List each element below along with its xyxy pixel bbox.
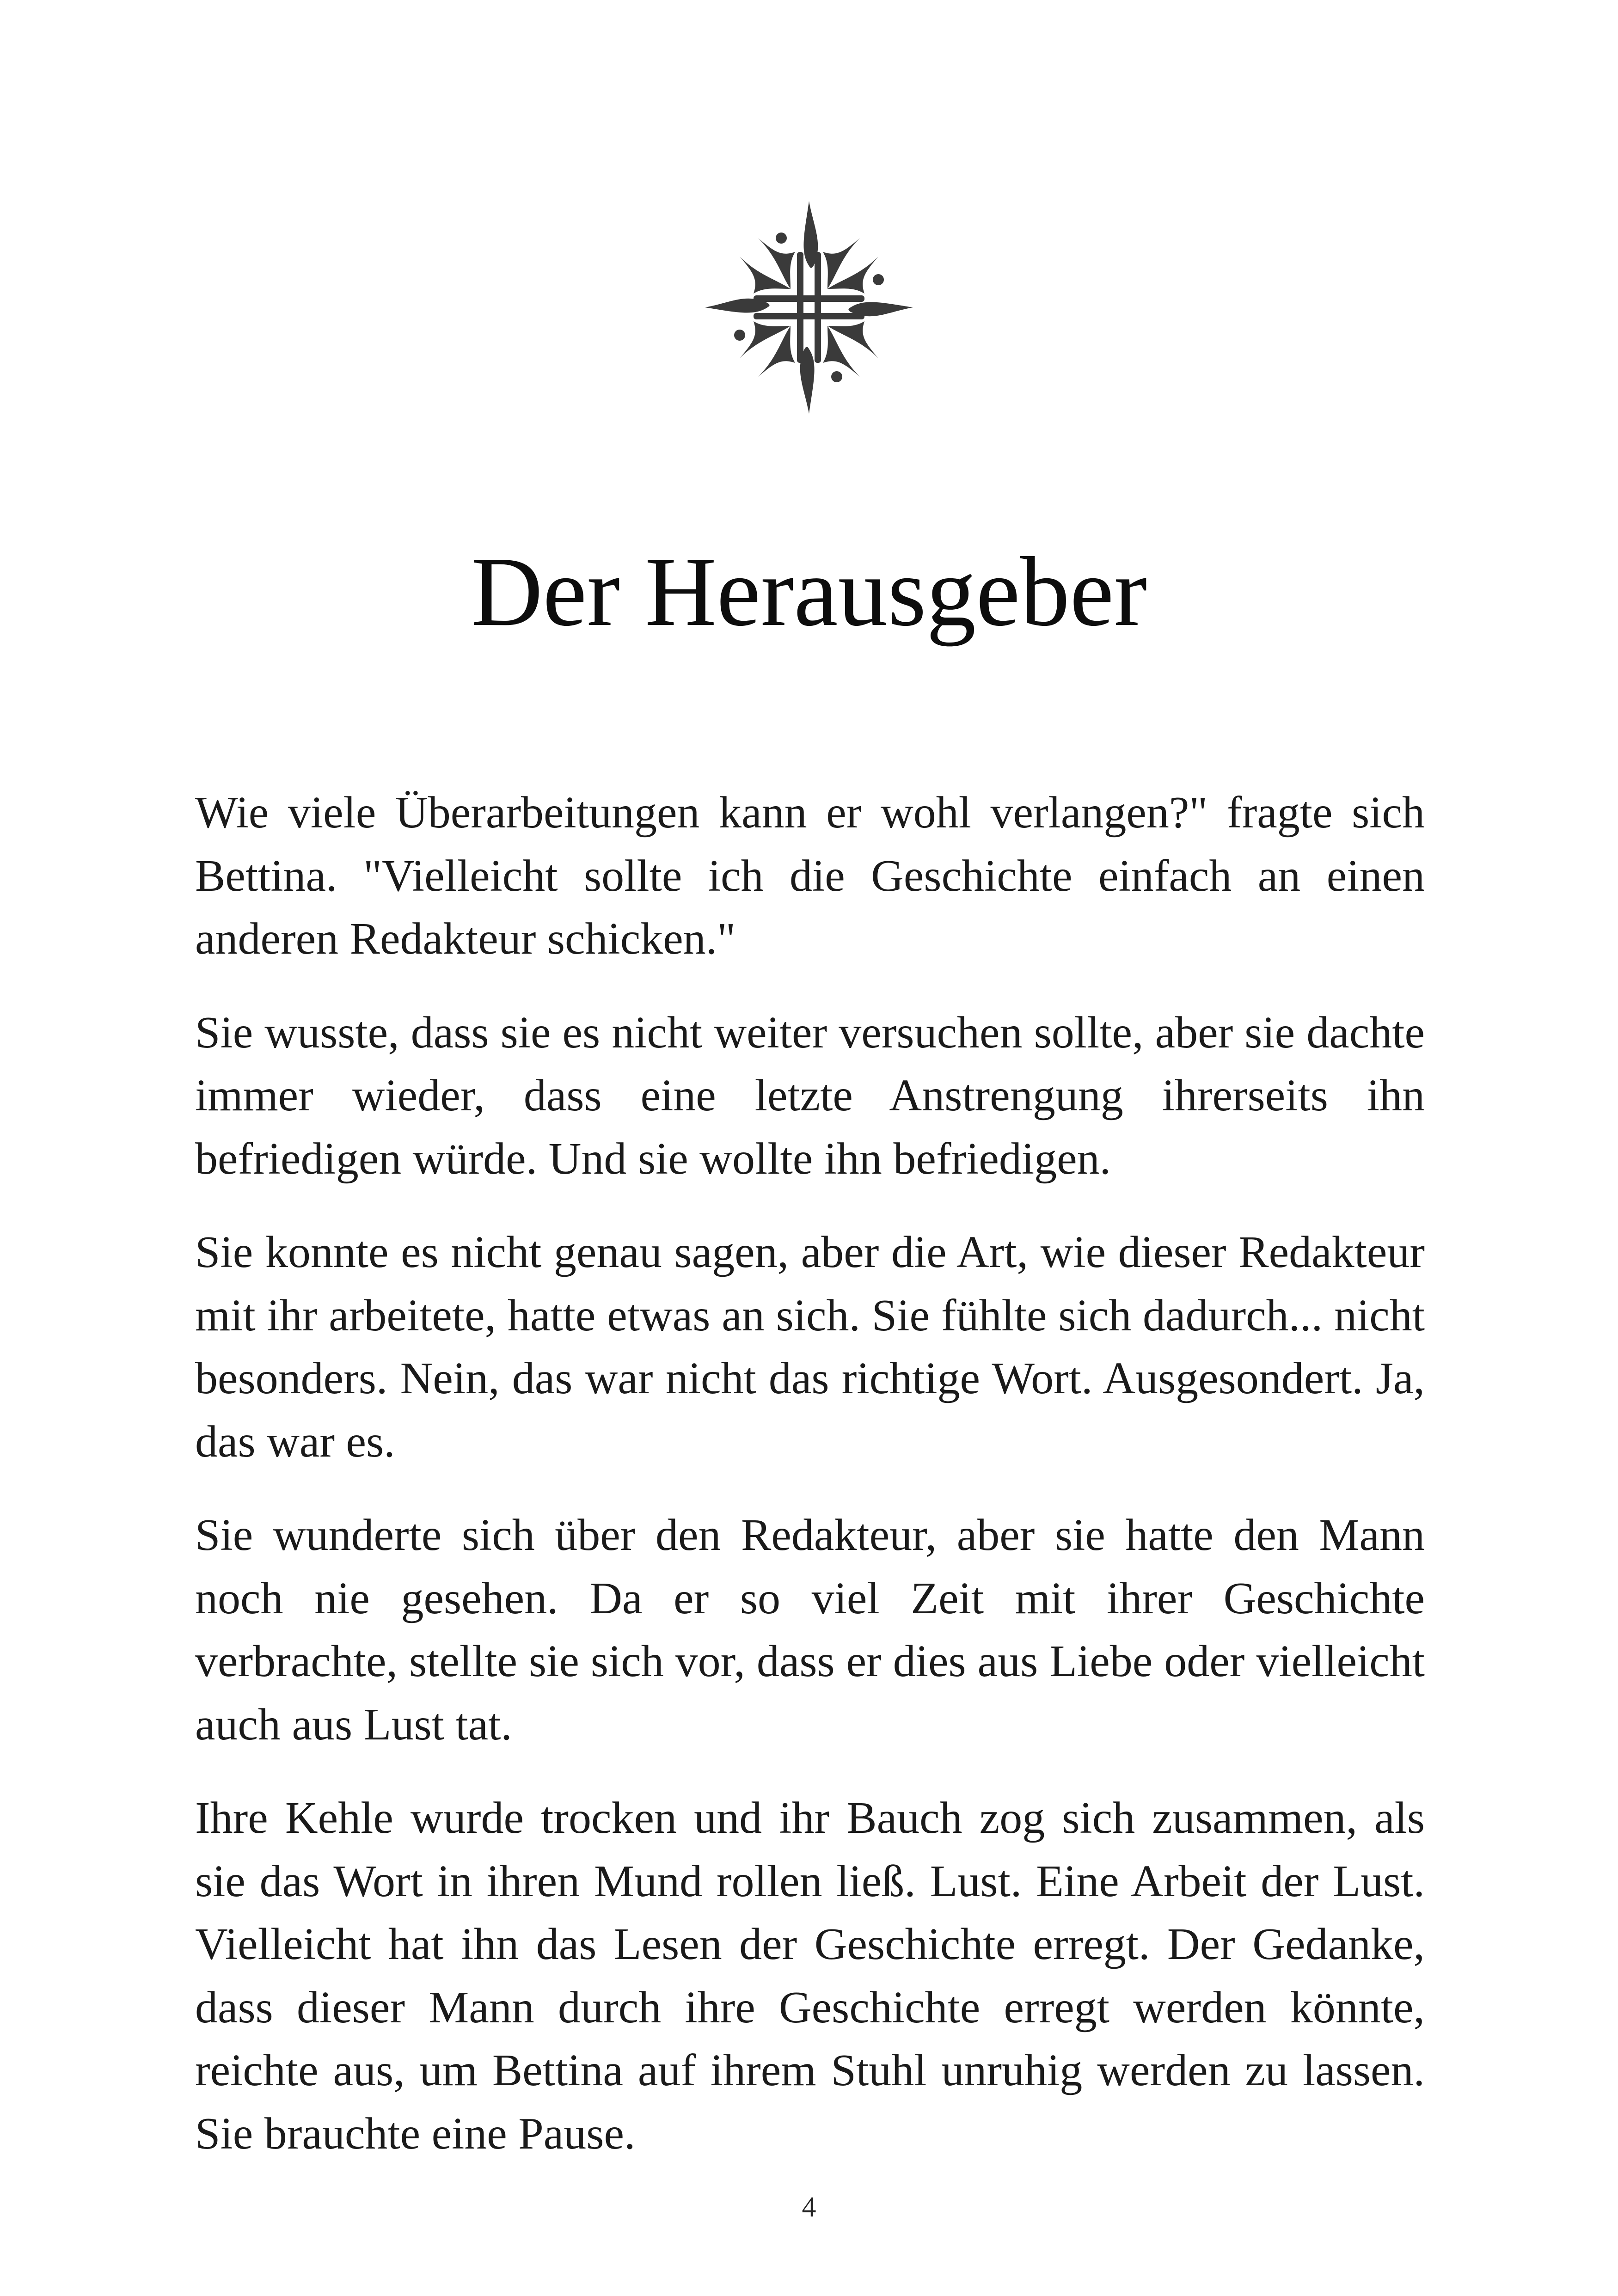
page-number: 4 bbox=[802, 2192, 816, 2223]
paragraph: Sie wusste, dass sie es nicht weiter versuchen sollte, aber sie dachte immer wieder, dass eine letzte Anstrengung ihrerseits ihn befriedigen würde. Und sie wollte ihn befriedigen. bbox=[195, 1007, 1425, 1184]
paragraph: Sie wunderte sich über den Redakteur, aber sie hatte den Mann noch nie gesehen. Da er so viel Zeit mit ihrer Geschichte verbrachte, stellte sie sich vor, dass er dies aus Liebe oder vielleicht auch aus Lust tat. bbox=[195, 1510, 1425, 1750]
chapter-title: Der Herausgeber bbox=[471, 536, 1147, 647]
paragraph: Sie konnte es nicht genau sagen, aber die Art, wie dieser Redakteur mit ihr arbeitete, hatte etwas an sich. Sie fühlte sich dadurch... nicht besonders. Nein, das war nicht das richtige Wort. Ausgesondert. Ja, das war es. bbox=[195, 1227, 1425, 1467]
flourish-cross-ornament-icon bbox=[703, 199, 915, 416]
paragraph: Wie viele Überarbeitungen kann er wohl verlangen?" fragte sich Bettina. "Vielleicht sollte ich die Geschichte einfach an einen anderen Redakteur schicken." bbox=[195, 788, 1425, 964]
chapter-body bbox=[195, 781, 1425, 2196]
paragraph: Ihre Kehle wurde trocken und ihr Bauch zog sich zusammen, als sie das Wort in ihren Mund rollen ließ. Lust. Eine Arbeit der Lust. Vielleicht hat ihn das Lesen der Geschichte erregt. Der Gedanke, dass dieser Mann durch ihre Geschichte erregt werden könnte, reichte aus, um Bettina auf ihrem Stuhl unruhig werden zu lassen. Sie brauchte eine Pause. bbox=[195, 1793, 1425, 2159]
